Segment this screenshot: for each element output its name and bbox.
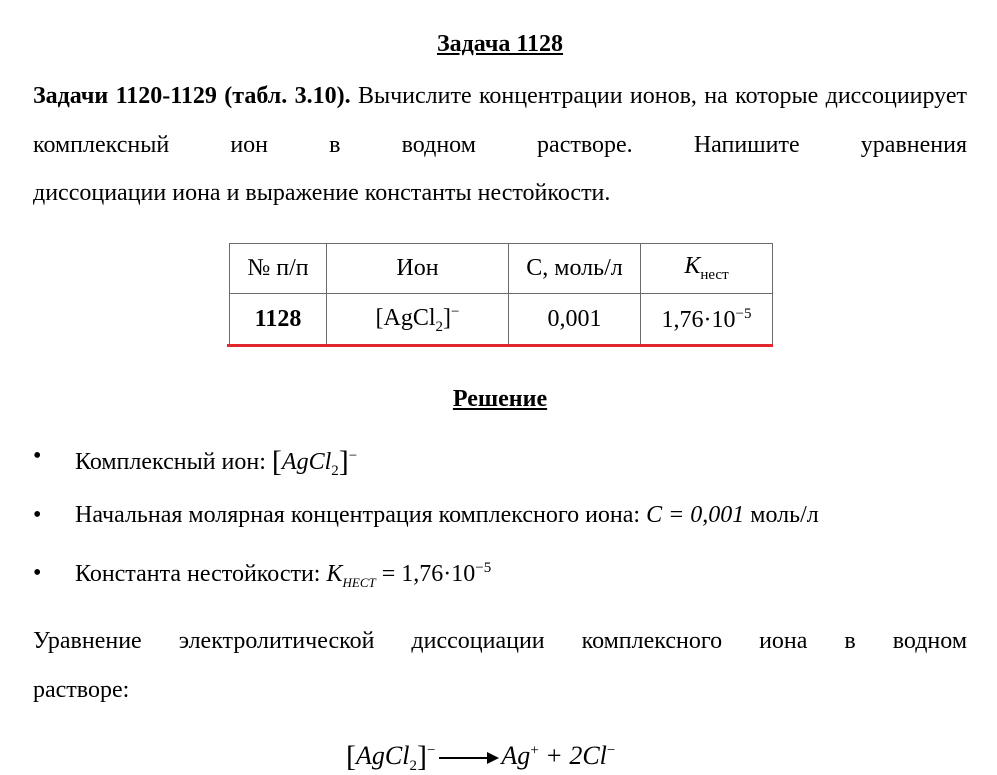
table-red-underline	[227, 344, 773, 347]
intro-line3: диссоциации иона и выражение константы нестойкости.	[33, 180, 611, 206]
table-row	[230, 294, 773, 346]
cell-ion-main: [AgCl	[375, 304, 436, 331]
bullet3-value: = 1,76·10	[375, 561, 476, 587]
cell-ion-sub: 2	[435, 318, 444, 335]
eq-right-ag: Ag	[501, 741, 531, 770]
cell-conc: 0,001	[509, 294, 641, 346]
cell-ion-charge: −	[451, 303, 460, 320]
bullet2-label: Начальная молярная концентрация комплексного иона:	[75, 502, 647, 528]
intro-bold-lead: Задачи 1120-1129 (табл. 3.10).	[33, 83, 351, 109]
cell-k-exp: −5	[735, 305, 752, 322]
bullet1-label: Комплексный ион:	[75, 449, 272, 475]
header-conc: С, моль/л	[509, 244, 641, 294]
header-k	[641, 244, 773, 294]
bullet1-charge: −	[348, 448, 358, 464]
intro-line1-text: Вычислите концентрации ионов, на которые	[350, 83, 819, 109]
eq-right-ag-charge: +	[530, 742, 539, 759]
bullet3-k-sub: НЕСТ	[342, 574, 376, 590]
solution-heading: Решение	[452, 386, 548, 412]
left-bracket-icon: [	[271, 445, 282, 478]
header-num: № п/п	[230, 244, 327, 294]
bullet2-units: моль/л	[744, 502, 819, 528]
cell-ion	[327, 294, 509, 346]
eq-left-sub: 2	[409, 758, 417, 775]
cell-k	[641, 294, 773, 346]
bullet-dot-icon: •	[33, 502, 42, 528]
cell-k-value: 1,76·10	[661, 306, 736, 333]
eq-right-cl-charge: −	[606, 742, 616, 759]
dissociation-paragraph: Уравнение электролитической диссоциации комплексного иона в водном	[33, 628, 967, 654]
intro-paragraph	[33, 72, 967, 169]
eq-left-formula: AgCl	[356, 741, 410, 770]
eq-left-bracket-icon: [	[346, 740, 356, 773]
header-ion: Ион	[327, 244, 509, 294]
reaction-arrow-icon	[439, 757, 497, 759]
bullet1-formula: AgCl	[281, 449, 332, 475]
right-bracket-icon: ]	[338, 445, 349, 478]
cell-num	[230, 294, 327, 346]
eq-right-bracket-icon: ]	[416, 740, 427, 773]
bullet3-k-symbol: K	[326, 561, 343, 587]
data-table	[229, 243, 773, 346]
header-k-symbol: K	[684, 253, 701, 280]
cell-num-value: 1128	[254, 306, 302, 332]
dissociation-equation	[346, 738, 615, 775]
header-k-sub: нест	[700, 266, 729, 283]
table-header-row	[230, 244, 773, 294]
cell-ion-close: ]	[443, 304, 452, 331]
bullet3-label: Константа нестойкости:	[75, 561, 327, 587]
bullet-dot-icon: •	[33, 560, 42, 586]
bullet2-formula: C = 0,001	[646, 502, 745, 528]
bullet1-formula-sub: 2	[331, 462, 339, 479]
eq-left-charge: −	[426, 742, 436, 759]
bullet-dot-icon: •	[33, 443, 42, 469]
bullet3-exp: −5	[475, 560, 492, 576]
intro-line2-text: диссоциирует комплексный ион в водном растворе. Напишите уравнения	[33, 83, 968, 158]
eq-right-cl: + 2Cl	[538, 741, 607, 770]
page-title: Задача 1128	[436, 31, 564, 57]
dissociation-paragraph-end: растворе:	[33, 677, 130, 703]
